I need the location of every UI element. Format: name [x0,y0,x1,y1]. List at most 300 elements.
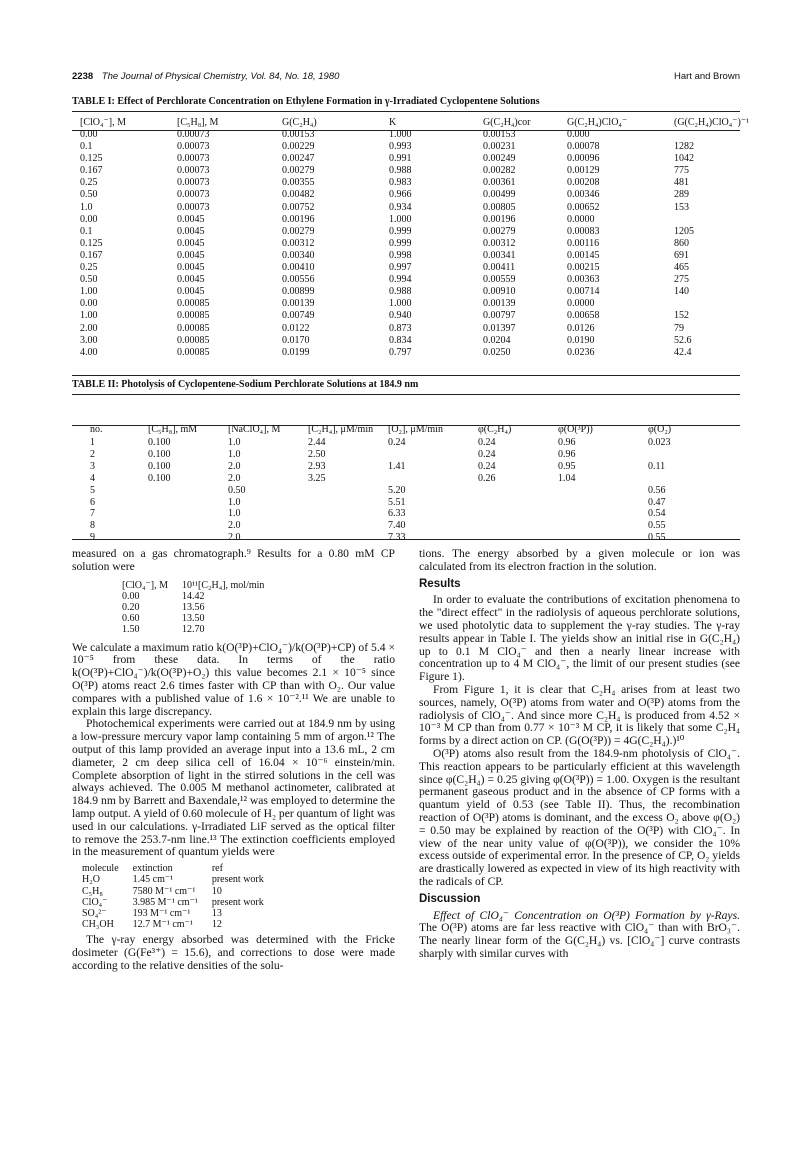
table-cell: 0.00341 [483,249,516,261]
table-cell [648,449,698,461]
table-cell: 1.41 [388,460,406,472]
column-header: molecule [82,863,119,875]
table-cell: 0.0126 [567,322,595,334]
table-cell: C₅H₈ [82,885,103,897]
paragraph: We calculate a maximum ratio k(O(³P)+ClO₄⁻)/k(O(³P)+CP) of 5.4 × 10⁻⁵ from these data. In terms of the ratio k(O(³P)+ClO₄⁻)/k(O(³P)+O₂) this value becomes 2.1 × 10⁻⁵ since O(³P) atoms react 2.6 times faster with CP than with O₂. Our value compares with a published value of 1.6 × 10⁻².¹¹ We are unable to explain this large discrepancy. [72,640,395,718]
column-header: K [389,117,397,128]
table-row [82,874,278,885]
table-cell: 9 [90,532,95,544]
table1-top-rule [72,111,740,112]
table-cell: 0.00 [122,590,140,602]
table-cell: 0.50 [80,274,98,286]
table-row [80,238,749,250]
table-row [122,613,278,624]
table-cell: 0.00312 [483,237,516,249]
table-cell: 0.00139 [483,298,516,310]
table-cell: 1.000 [389,213,412,225]
table-cell: 1.00 [80,286,98,298]
table1 [80,117,749,359]
table-cell [308,497,388,509]
column-header: ref [211,863,223,875]
column-header: [O₂], μM/min [388,424,443,435]
table-cell: 2.93 [308,460,326,472]
table-cell: 2.0 [228,520,241,532]
table-cell [148,485,228,497]
table-cell: 0.00652 [567,201,600,213]
table-cell: 2.0 [228,472,241,484]
table-cell: 0.000 [567,129,590,140]
table-cell: 0.11 [648,460,666,472]
table-cell: 0.25 [80,262,98,274]
table-cell: 1.0 [228,508,241,520]
table-cell: 0.100 [148,448,171,460]
table-cell: 0.00196 [483,213,516,225]
mini-table-body [82,874,278,930]
table-cell: 0.00499 [483,189,516,201]
table-cell: 0.00231 [483,141,516,153]
table-cell: 0.00083 [567,225,600,237]
table-cell [674,214,749,226]
table2-bottom-rule [72,539,740,540]
table-cell: 0.00196 [282,213,315,225]
table-row [80,250,749,262]
table-cell: 8 [90,520,95,532]
table-cell: 0.0000 [567,298,595,310]
table-cell: CH₃OH [82,919,114,931]
paragraph: O(³P) atoms also result from the 184.9-nm photolysis of ClO₄⁻. This reaction appears to be particularly efficient at this wavelength since φ(C₂H₄) = 0.25 giving φ(O(³P)) = 1.00. Oxygen is the resultant permanent gaseous product and in the absence of CP forms with a quantum yield of 0.53 (see Table II). Thus, the recombination reaction of O(³P) atoms is dominant, and the excess O₂ above φ(O₂) = 0.50 may be explained by reaction of the O(³P) with ClO₄⁻. In view of the near unity value of φ(O(³P)), we consider the 10% excess outside of experimental error. In the presence of CP, O₂ yields are drastically lowered as expected in view of its high reactivity with the radicals of CP. [419,746,740,888]
table-cell: 0.00361 [483,177,516,189]
table-cell: 1.50 [122,624,140,636]
table-cell: 0.00085 [177,310,210,322]
table-cell: 0.00340 [282,249,315,261]
table-cell: 0.01397 [483,322,516,334]
table-cell: 2.50 [308,448,326,460]
table-cell [148,520,228,532]
mini-table-body [122,591,278,636]
table-cell: 289 [674,189,689,201]
table-row [90,449,698,461]
table-cell: 0.999 [389,225,412,237]
table-cell: 3.25 [308,472,326,484]
table-cell: 6.33 [388,508,406,520]
table-row [80,226,749,238]
table-cell: 6 [90,496,95,508]
table-cell: 0.00073 [177,141,210,153]
table-cell: 3.985 M⁻¹ cm⁻¹ [132,896,198,908]
table-cell: 0.26 [478,472,496,484]
table-cell: 1282 [674,141,694,153]
table2-body [90,437,698,544]
table1-caption: TABLE I: Effect of Perchlorate Concentration on Ethylene Formation in γ-Irradiated Cyclopentene Solutions [72,96,540,107]
table-cell: 0.00073 [177,153,210,165]
table-cell [148,508,228,520]
table-cell: 0.00073 [177,201,210,213]
table-cell: 0.997 [389,262,412,274]
table-cell: 0.125 [80,237,103,249]
table-cell: 1.0 [228,437,241,448]
column-header: G(C₂H₄) [282,117,317,128]
table-cell [558,508,648,520]
table-cell: 13.56 [182,602,205,613]
paragraph-text: The O(³P) atoms are far less reactive with ClO₄⁻ than with BrO₃⁻. The nearly linear form of the G(C₂H₄) vs. [ClO₄⁻] curve contrasts sharply with similar curves with [419,921,740,960]
table-cell: 1042 [674,153,694,165]
table-cell: 0.00145 [567,249,600,261]
table-cell: 0.0170 [282,334,310,346]
table-cell: 0.0045 [177,213,205,225]
paragraph: The γ-ray energy absorbed was determined with the Fricke dosimeter (G(Fe³⁺) = 15.6), and corrections to dose were made according to the relative densities of the solu- [72,933,395,972]
table-row [82,897,278,908]
extinction-coefficient-table [82,863,278,930]
table-cell: 0.00085 [177,298,210,310]
table-cell: 7.33 [388,532,406,544]
table-cell: 0.50 [80,189,98,201]
table-row [90,520,698,532]
column-header: φ(O(³P)) [558,424,593,435]
table-cell: 0.0045 [177,249,205,261]
table-cell: 0.100 [148,472,171,484]
table-row [80,323,749,335]
table-cell: 0.988 [389,286,412,298]
table2-caption: TABLE II: Photolysis of Cyclopentene-Sodium Perchlorate Solutions at 184.9 nm [72,379,419,390]
table-cell: 0.96 [558,448,576,460]
table-cell: 0.023 [648,437,671,448]
table-cell: 0.00899 [282,286,315,298]
table-cell: 0.24 [478,448,496,460]
column-header: [NaClO₄], M [228,424,281,435]
table-cell: 193 M⁻¹ cm⁻¹ [132,907,191,919]
table-cell: 0.0204 [483,334,511,346]
table-cell [308,508,388,520]
table-cell: 0.00749 [282,310,315,322]
table-cell [478,485,558,497]
table-cell: 0.55 [648,520,666,532]
table-cell: 5.20 [388,484,406,496]
table-cell: 10 [211,885,222,897]
table-cell: 465 [674,262,689,274]
table-cell [148,497,228,509]
paragraph [419,910,740,961]
table-cell: 0.0000 [567,213,595,225]
table-row [80,298,749,310]
column-header: extinction [132,863,173,875]
table-cell: 0.25 [80,177,98,189]
table-cell: 0.00085 [177,346,210,358]
table-cell: 0.00153 [483,129,516,140]
table-cell: 0.966 [389,189,412,201]
table-cell: 0.983 [389,177,412,189]
table-cell: 0.00 [80,298,98,310]
table-cell: 0.100 [148,460,171,472]
table-cell: ClO₄⁻ [82,896,108,908]
table-cell: 7.40 [388,520,406,532]
table-cell: 14.42 [182,590,205,602]
table-cell: 0.95 [558,460,576,472]
table-cell: 13.50 [182,613,205,625]
table-row [82,908,278,919]
table-cell [478,520,558,532]
table-cell: 4.00 [80,346,98,358]
column-header: [C₅H₈], M [177,117,219,128]
table-cell: 0.00247 [282,153,315,165]
table-cell: 0.00078 [567,141,600,153]
table-cell: 0.54 [648,508,666,520]
table-cell: 0.00116 [567,237,600,249]
table-cell: 0.0199 [282,346,310,358]
discussion-heading: Discussion [419,892,481,905]
table-cell: 0.00312 [282,237,315,249]
paragraph: measured on a gas chromatograph.⁹ Results for a 0.80 mM CP solution were [72,547,395,573]
mini-table-header [122,580,278,591]
table-row [80,177,749,189]
table-cell: 691 [674,249,689,261]
table-cell: 4 [90,472,95,484]
table-row [80,141,749,153]
table-cell: 0.00910 [483,286,516,298]
table-cell: 0.940 [389,310,412,322]
table-cell: 0.00411 [483,262,516,274]
table-cell: 0.0045 [177,286,205,298]
table-cell: 0.00282 [483,165,516,177]
table-cell: 7580 M⁻¹ cm⁻¹ [132,885,196,897]
table-row [80,202,749,214]
table-cell: 0.24 [388,437,406,448]
table-cell: 1.00 [80,310,98,322]
table-row [80,129,749,141]
table-row [80,189,749,201]
table-cell: 2.0 [228,460,241,472]
table-cell: 481 [674,177,689,189]
table-cell: 0.55 [648,532,666,544]
table-cell: 0.0045 [177,225,205,237]
table-cell: 42.4 [674,346,692,358]
table-cell: 0.00279 [282,225,315,237]
table-cell: 0.24 [478,460,496,472]
table1-header-row [80,117,749,129]
table-row [122,602,278,613]
table-cell [308,520,388,532]
table-cell: 0.0236 [567,346,595,358]
column-header: φ(C₂H₄) [478,424,512,435]
column-header: [C₅H₈], mM [148,424,198,435]
table-cell: 0.00797 [483,310,516,322]
table-cell: 275 [674,274,689,286]
table-cell: 1.000 [389,298,412,310]
table-row [80,262,749,274]
table-row [80,286,749,298]
table-cell: 0.834 [389,334,412,346]
table-cell: 0.00153 [282,129,315,140]
column-header: (G(C₂H₄)ClO₄⁻)⁻¹ [674,117,750,128]
authors: Hart and Brown [673,71,740,82]
table-cell: 152 [674,310,689,322]
table-row [122,591,278,602]
table-row [90,508,698,520]
table-cell: 0.00279 [282,165,315,177]
table-cell: 0.0045 [177,274,205,286]
table-cell: 12.70 [182,624,205,636]
table-cell: 0.00714 [567,286,600,298]
table-cell: 0.00229 [282,141,315,153]
table-cell: 0.125 [80,153,103,165]
table-cell: 0.96 [558,437,576,448]
table-cell: 0.0045 [177,237,205,249]
table-cell: 0.797 [389,346,412,358]
table2-top-rule [72,394,740,395]
table-row [80,347,749,359]
column-header: 10¹¹[C₂H₄], mol/min [182,579,265,591]
page-number: 2238 [72,71,94,82]
table1-body [80,129,749,359]
table-cell: 0.1 [80,141,93,153]
table-cell: 0.00556 [282,274,315,286]
table-cell: 140 [674,286,689,298]
table-cell: 12.7 M⁻¹ cm⁻¹ [132,919,193,931]
table-cell: 0.20 [122,602,140,613]
table-cell [308,485,388,497]
column-header: no. [90,424,103,435]
table-row [90,437,698,449]
perchlorate-ethylene-table [122,580,278,636]
table-row [90,485,698,497]
running-header [72,71,740,82]
journal-citation: The Journal of Physical Chemistry, Vol. 84, No. 18, 1980 [101,71,340,82]
table-cell: 1.000 [389,129,412,140]
mini-table-header [82,863,278,874]
table-cell: 0.988 [389,165,412,177]
subsection-title: Effect of ClO₄⁻ Concentration on O(³P) Formation by γ-Rays. [433,908,740,922]
column-header: [ClO₄⁻], M [122,579,168,591]
table-cell: 2.44 [308,437,326,448]
table-cell: 0.0045 [177,262,205,274]
table-cell: present work [211,896,264,908]
table-cell [558,485,648,497]
table1-bottom-rule [72,375,740,376]
column-header: G(C₂H₄)ClO₄⁻ [567,117,628,128]
right-column [419,548,740,961]
table-cell: 0.00096 [567,153,600,165]
table-cell: 13 [211,907,222,919]
table-cell: 0.00249 [483,153,516,165]
paragraph: Photochemical experiments were carried out at 184.9 nm by using a low-pressure mercury vapor lamp containing 5 mm of argon.¹² The output of this lamp provided an average input into a 13.6 mL, 2 cm diameter, 2 cm deep silica cell of 16.04 × 10⁻⁶ einstein/min. Complete absorption of light in the stirred solutions in the cell was always achieved. The 0.005 M methanol actinometer, calibrated at 184.9 nm by Barrett and Baxendale,¹² was employed to determine the lamp output. A yield of 0.60 molecule of H₂ per quantum of light was used in our calculations. γ-Irradiated LiF served as the optical filter to remove the 253.7-nm line.¹³ The extinction coefficients employed in the measurement of quantum yields were [72,717,395,859]
table-cell: 0.993 [389,141,412,153]
table-cell: 0.60 [122,613,140,625]
column-header: G(C₂H₄)cor [483,117,531,128]
table-cell [388,473,478,485]
table-cell: 2.0 [228,532,241,544]
table-cell: 0.00346 [567,189,600,201]
table-cell: 0.00279 [483,225,516,237]
table-row [80,214,749,226]
table-cell: 0.994 [389,274,412,286]
table-cell [674,129,749,141]
table-row [80,153,749,165]
table-row [80,274,749,286]
table-cell: 0.00355 [282,177,315,189]
table-cell: 0.00208 [567,177,600,189]
table-cell [388,449,478,461]
table-cell: 153 [674,201,689,213]
table-cell: 0.0122 [282,322,310,334]
table-cell: 0.998 [389,249,412,261]
table-cell: 1.0 [228,496,241,508]
table-cell: 860 [674,237,689,249]
table-row [80,310,749,322]
column-header: [C₂H₄], μM/min [308,424,374,435]
table-cell: 3 [90,460,95,472]
table-row [90,473,698,485]
table-cell: 0.00073 [177,165,210,177]
table-cell: 775 [674,165,689,177]
paragraph: From Figure 1, it is clear that C₂H₄ arises from at least two sources, namely, O(³P) atoms from water and O(³P) atoms from the radiolysis of ClO₄⁻. And since more C₂H₄ is produced from 4.52 × 10⁻³ M CP than from 0.77 × 10⁻³ M CP, it is likely that some C₂H₄ forms by a direct action on CP. (G(O(³P)) = 4G(C₂H₄).)¹⁰ [419,682,740,748]
table-cell: 79 [674,322,684,334]
table-row [80,335,749,347]
table-cell: 2.00 [80,322,98,334]
table-cell: 5 [90,484,95,496]
table-cell: present work [211,874,264,886]
table-cell: 0.00073 [177,189,210,201]
table-cell: 0.00073 [177,177,210,189]
table-cell: 0.00 [80,129,98,140]
table-cell: 7 [90,508,95,520]
table-cell: 0.00410 [282,262,315,274]
table-cell: 0.47 [648,496,666,508]
table2-header-row [90,424,698,437]
table-cell: 0.00215 [567,262,600,274]
table2 [90,424,698,544]
table-cell: 0.50 [228,484,246,496]
table-cell: 0.00482 [282,189,315,201]
table-cell: 0.0250 [483,346,511,358]
table-cell: 0.0190 [567,334,595,346]
results-heading: Results [419,577,461,590]
table-cell: 1.45 cm⁻¹ [132,874,174,886]
table-cell: 0.873 [389,322,412,334]
table-cell: 0.00 [80,213,98,225]
table-cell: 0.24 [478,437,496,448]
table-cell: 1 [90,437,95,448]
table-row [82,919,278,930]
table-cell: 1.0 [80,201,93,213]
table-row [82,886,278,897]
table-cell: 0.00085 [177,334,210,346]
table-cell: 0.00073 [177,129,210,140]
table-cell: 0.00085 [177,322,210,334]
paragraph: tions. The energy absorbed by a given molecule or ion was calculated from its electron fraction in the solution. [419,547,740,573]
table-cell: 0.991 [389,153,412,165]
table-cell: 0.00559 [483,274,516,286]
table-cell: 0.100 [148,437,171,448]
table-cell [478,508,558,520]
left-column [72,548,395,973]
table-row [90,497,698,509]
table-cell: 0.167 [80,165,103,177]
table-cell: 0.167 [80,249,103,261]
table-cell: 0.00129 [567,165,600,177]
table-cell: 0.00752 [282,201,315,213]
table-cell [674,298,749,310]
table-cell: 0.00363 [567,274,600,286]
table-cell: SO₄²⁻ [82,907,107,919]
table-row [80,165,749,177]
table-cell: 1205 [674,225,694,237]
column-header: φ(O₂) [648,424,672,435]
table-cell: 2 [90,448,95,460]
table-cell: 0.00139 [282,298,315,310]
table-cell: H₂O [82,874,100,886]
column-header: [ClO₄⁻], M [80,117,126,128]
table-cell [648,473,698,485]
table-cell: 1.0 [228,448,241,460]
